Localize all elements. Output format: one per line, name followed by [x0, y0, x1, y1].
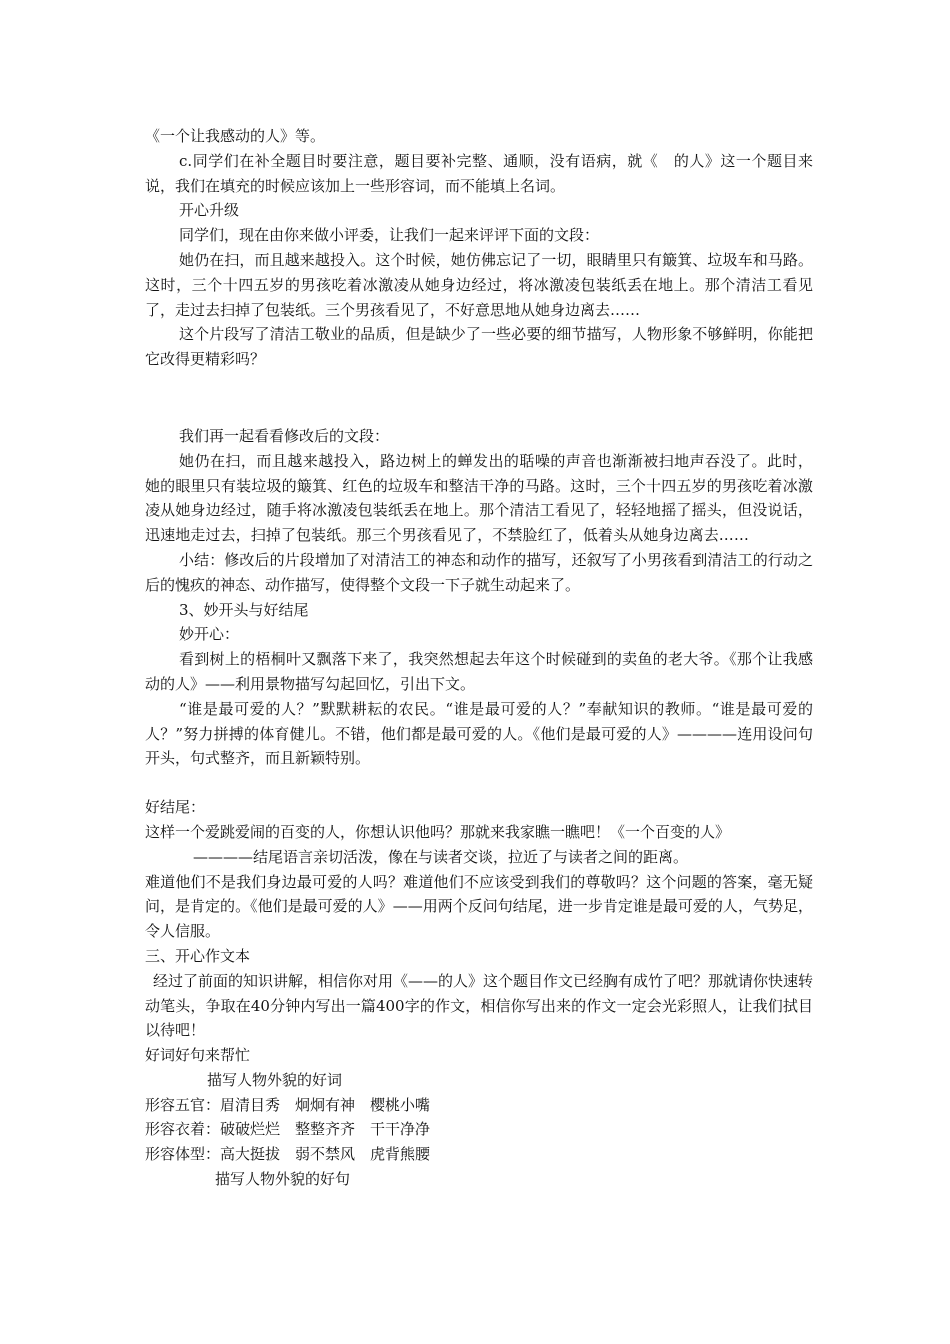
sample-passage-revised: 她仍在扫，而且越来越投入，路边树上的蝉发出的聒噪的声音也渐渐被扫地声吞没了。此时，她的眼里只有装垃圾的簸箕、红色的垃圾车和整洁干净的马路。这时，三个十四五岁的男孩吃着冰激凌从她身边经过，随手将冰激凌包装纸丢在地上。那个清洁工看见了，轻轻地摇了摇头，但没说话，迅速地走过去，扫掉了包装纸。那三个男孩看见了，不禁脸红了，低着头从她身边离去……: [145, 451, 813, 545]
subheading-ending: 好结尾：: [145, 798, 206, 817]
words-body-type: 形容体型：高大挺拔 弱不禁风 虎背熊腰: [145, 1145, 431, 1164]
ending-example-1-comment: ————结尾语言亲切活泼，像在与读者交谈，拉近了与读者之间的距离。: [193, 847, 689, 866]
blank-space: [145, 372, 813, 424]
sample-passage-original: 她仍在扫，而且越来越投入。这个时候，她仿佛忘记了一切，眼睛里只有簸箕、垃圾车和马路。这时，三个十四五岁的男孩吃着冰激凌从她身边经过，将冰激凌包装纸丢在地上。那个清洁工看见了，走过去扫掉了包装纸。三个男孩看见了，不好意思地从她身边离去……: [145, 250, 813, 319]
summary-paragraph: 小结：修改后的片段增加了对清洁工的神态和动作的描写，还叙写了小男孩看到清洁工的行动之后的愧疚的神态、动作描写，使得整个文段一下子就生动起来了。: [145, 550, 813, 594]
good-words-heading: 好词好句来帮忙: [145, 1046, 251, 1065]
section-heading-3: 3、妙开头与好结尾: [179, 600, 309, 619]
words-facial-features: 形容五官：眉清目秀 炯炯有神 樱桃小嘴: [145, 1095, 431, 1114]
subheading-opening: 妙开心：: [179, 625, 240, 644]
appearance-words-title: 描写人物外貌的好词: [207, 1070, 343, 1089]
blank-space-2: [145, 771, 813, 795]
revised-intro: 我们再一起看看修改后的文段：: [179, 426, 390, 445]
opening-example-1: 看到树上的梧桐叶又飘落下来了，我突然想起去年这个时候碰到的卖鱼的老大爷。《那个让我感动的人》——利用景物描写勾起回忆，引出下文。: [145, 650, 813, 693]
text-paragraph-2: c.同学们在补全题目时要注意，题目要补完整、通顺，没有语病，就《 的人》这一个题目来说，我们在填充的时候应该加上一些形容词，而不能填上名词。: [145, 151, 813, 195]
ending-example-2: 难道他们不是我们身边最可爱的人吗？难道他们不应该受到我们的尊敬吗？这个问题的答案，毫无疑问，是肯定的。《他们是最可爱的人》——用两个反问句结尾，进一步肯定谁是最可爱的人，气势足，令人信服。: [145, 872, 813, 941]
section-heading-three: 三、开心作文本: [145, 946, 251, 965]
opening-example-2: “谁是最可爱的人？”默默耕耘的农民。“谁是最可爱的人？”奉献知识的教师。“谁是最可爱的人？”努力拼搏的体育健儿。不错，他们都是最可爱的人。《他们是最可爱的人》————连用设问句开头，句式整齐，而且新颖特别。: [145, 699, 813, 768]
evaluation-paragraph: 这个片段写了清洁工敬业的品质，但是缺少了一些必要的细节描写，人物形象不够鲜明，你能把它改得更精彩吗？: [145, 325, 813, 369]
appearance-sentences-title: 描写人物外貌的好句: [215, 1170, 351, 1189]
text-line-1: 《一个让我感动的人》等。: [145, 127, 326, 145]
writing-task-paragraph: 经过了前面的知识讲解，相信你对用《——的人》这个题目作文已经胸有成竹了吧？那就请你快速转动笔头，争取在40分钟内写出一篇400字的作文，相信你写出来的作文一定会光彩照人，让我们拭目以待吧！: [145, 971, 814, 1040]
text-paragraph-4: 同学们，现在由你来做小评委，让我们一起来评评下面的文段：: [179, 226, 600, 245]
ending-example-1: 这样一个爱跳爱闹的百变的人，你想认识他吗？那就来我家瞧一瞧吧！《一个百变的人》: [145, 822, 731, 841]
words-clothing: 形容衣着：破破烂烂 整整齐齐 干干净净: [145, 1120, 431, 1139]
document-page: [145, 124, 813, 1192]
section-heading-upgrade: 开心升级: [179, 201, 240, 220]
